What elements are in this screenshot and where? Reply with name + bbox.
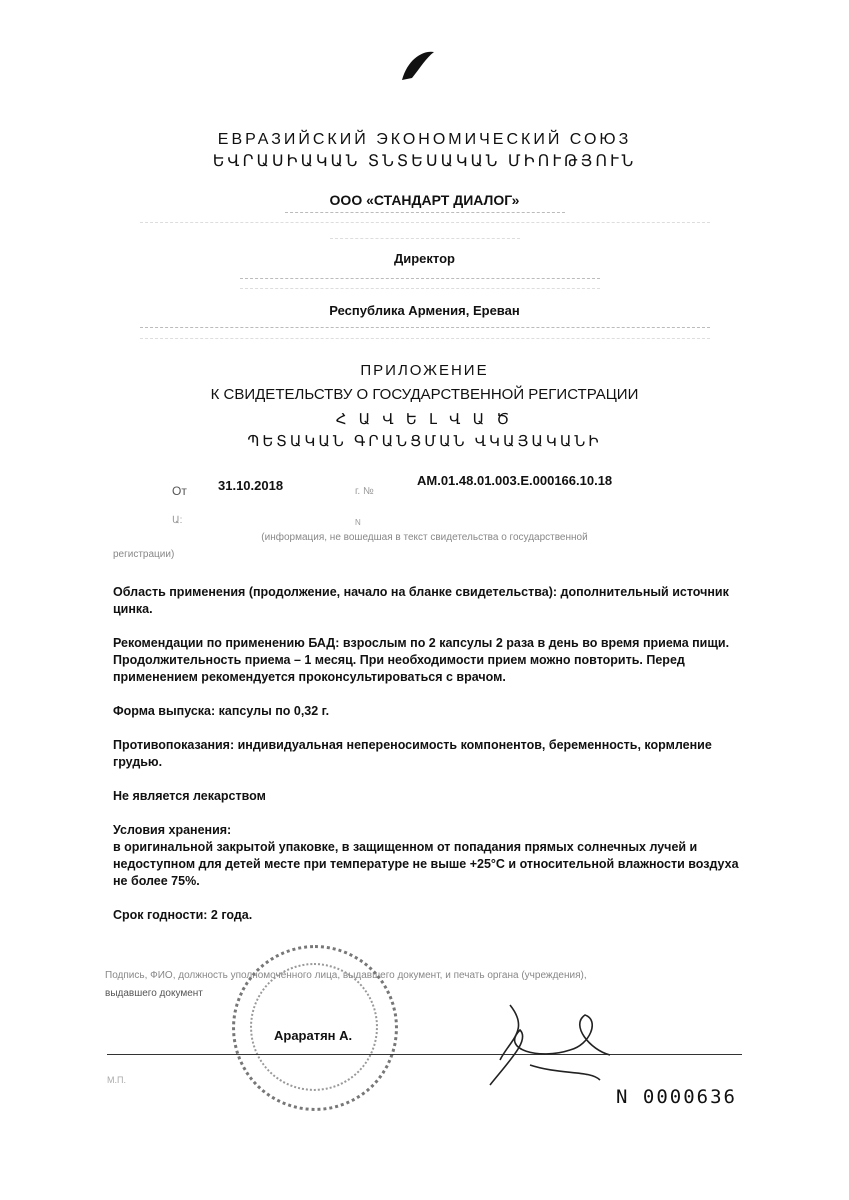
- handwritten-signature: [470, 1000, 620, 1095]
- title-hy-1: Հ Ա Վ Ե Լ Վ Ա Ծ: [335, 411, 514, 428]
- signature-line: [107, 1054, 742, 1055]
- release-form-paragraph: Форма выпуска: капсулы по 0,32 г.: [113, 704, 330, 718]
- emblem-icon: [398, 48, 438, 84]
- contraindications-paragraph: Противопоказания: индивидуальная непереносимость компонентов, беременность, кормление грудью.: [113, 738, 712, 769]
- title-hy-2: ՊԵՏԱԿԱՆ ԳՐԱՆՑՄԱՆ ՎԿԱՅԱԿԱՆԻ: [247, 433, 602, 450]
- signature-caption-1: Подпись, ФИО, должность уполномоченного лица, выдавшего документ, и печать органа (учреждения),: [105, 970, 587, 981]
- seal-inner-ring: [250, 963, 378, 1091]
- info-caption-2: регистрации): [113, 549, 175, 560]
- form-serial-number: N 0000636: [616, 1086, 737, 1108]
- mp-label: М.П.: [107, 1075, 126, 1085]
- shelf-life-paragraph: Срок годности: 2 года.: [113, 908, 253, 922]
- title-ru-1: ПРИЛОЖЕНИЕ: [360, 362, 489, 379]
- signatory-name: Араратян А.: [274, 1028, 353, 1043]
- signature-caption-2: выдавшего документ: [105, 988, 203, 999]
- document-body: [113, 584, 753, 941]
- title-ru-2: К СВИДЕТЕЛЬСТВУ О ГОСУДАРСТВЕННОЙ РЕГИСТРАЦИИ: [210, 386, 639, 403]
- hy-from-label: Ա:: [172, 515, 183, 526]
- storage-paragraph: Условия хранения: в оригинальной закрытой упаковке, в защищенном от попадания прямых солнечных лучей и недоступном для детей месте при температуре не выше +25°C и относительной влажности воздуха не более 75%.: [113, 823, 739, 888]
- location: Республика Армения, Ереван: [329, 303, 520, 318]
- company-name: ООО «СТАНДАРТ ДИАЛОГ»: [329, 192, 520, 208]
- hy-number-label: N: [355, 518, 361, 527]
- number-label: г. №: [355, 486, 374, 497]
- position: Директор: [393, 251, 455, 266]
- from-label: От: [172, 484, 187, 498]
- union-title-ru: ЕВРАЗИЙСКИЙ ЭКОНОМИЧЕСКИЙ СОЮЗ: [217, 131, 632, 148]
- registration-date: 31.10.2018: [218, 478, 284, 493]
- info-caption-1: (информация, не вошедшая в текст свидетельства о государственной: [261, 532, 588, 543]
- recommendations-paragraph: Рекомендации по применению БАД: взрослым по 2 капсулы 2 раза в день во время приема пищи. Продолжительность приема – 1 месяц. При необходимости прием можно повторить. Перед применением рекомендуется проконсультироваться с врачом.: [113, 636, 730, 684]
- union-title-hy: ԵՎՐԱՍԻԱԿԱՆ ՏՆՏԵՍԱԿԱՆ ՄԻՈՒԹՅՈՒՆ: [212, 153, 637, 170]
- scope-paragraph: Область применения (продолжение, начало на бланке свидетельства): дополнительный источник цинка.: [113, 585, 729, 616]
- registration-number: AM.01.48.01.003.E.000166.10.18: [417, 473, 613, 488]
- not-medicine-paragraph: Не является лекарством: [113, 789, 266, 803]
